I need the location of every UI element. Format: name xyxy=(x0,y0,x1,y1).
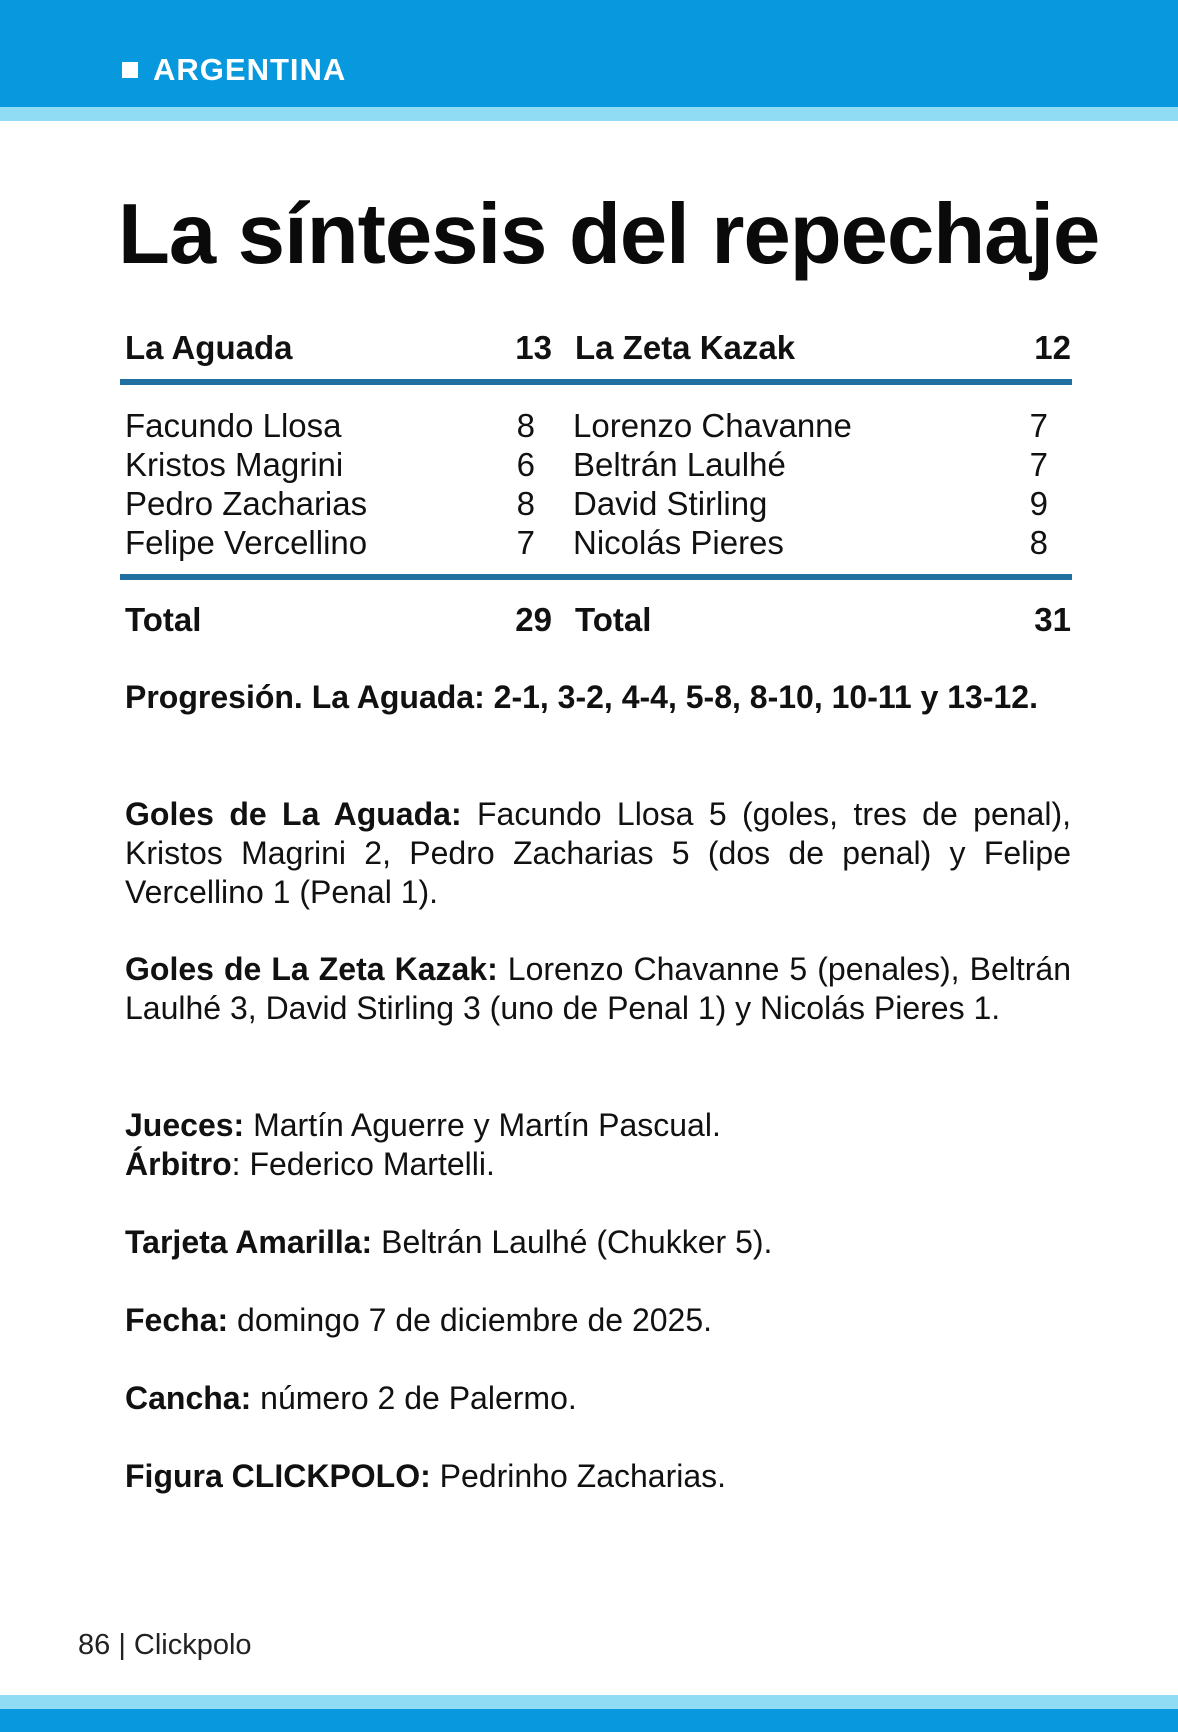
total-away-label: Total xyxy=(575,601,652,638)
goles-aguada-text: Facundo Llosa 5 (goles, tres de penal), Kristos Magrini 2, Pedro Zacharias 5 (dos de penal) y Felipe Vercellino 1 (Penal 1). xyxy=(125,796,1072,910)
arbitro-text: : Federico Martelli. xyxy=(231,1146,495,1182)
header-stripe xyxy=(0,107,1178,121)
player-away-goals: 9 xyxy=(1029,485,1048,522)
page-footer: 86 | Clickpolo xyxy=(78,1629,252,1661)
score-header-row xyxy=(0,328,1178,368)
goles-zeta-text: Lorenzo Chavanne 5 (penales), Beltrán Laulhé 3, David Stirling 3 (uno de Penal 1) y Nicolás Pieres 1. xyxy=(125,951,1071,1026)
player-away-goals: 7 xyxy=(1029,407,1048,444)
fecha-label: Fecha: xyxy=(125,1302,229,1338)
player-row xyxy=(0,406,1178,446)
fecha-paragraph xyxy=(125,1301,1071,1340)
section-label: ARGENTINA xyxy=(153,52,347,87)
player-away-name: Beltrán Laulhé xyxy=(573,446,786,483)
goles-zeta-label: Goles de La Zeta Kazak: xyxy=(125,951,498,987)
jueces-paragraph xyxy=(125,1106,1071,1145)
footer-bar xyxy=(0,1709,1178,1732)
total-home-value: 29 xyxy=(515,601,552,638)
figura-text: Pedrinho Zacharias. xyxy=(430,1458,727,1494)
team-away-score: 12 xyxy=(1034,329,1071,366)
table-rule-bottom xyxy=(120,574,1072,580)
cancha-paragraph xyxy=(125,1379,1071,1418)
player-away-goals: 7 xyxy=(1029,446,1048,483)
goles-zeta-paragraph xyxy=(125,950,1071,1028)
fecha-text: domingo 7 de diciembre de 2025. xyxy=(228,1302,713,1338)
tarjeta-paragraph xyxy=(125,1223,1071,1262)
tarjeta-text: Beltrán Laulhé (Chukker 5). xyxy=(372,1224,773,1260)
figura-label: Figura CLICKPOLO: xyxy=(125,1458,431,1494)
cancha-label: Cancha: xyxy=(125,1380,252,1416)
player-row xyxy=(0,484,1178,524)
progresion-paragraph: Progresión. La Aguada: 2-1, 3-2, 4-4, 5-8, 8-10, 10-11 y 13-12. xyxy=(125,679,1038,715)
player-row xyxy=(0,523,1178,563)
player-home-name: Pedro Zacharias xyxy=(125,485,368,522)
player-away-name: Lorenzo Chavanne xyxy=(573,407,852,444)
team-home-name: La Aguada xyxy=(125,329,293,366)
player-home-goals: 6 xyxy=(516,446,535,483)
player-home-goals: 8 xyxy=(516,485,535,522)
jueces-label: Jueces: xyxy=(125,1107,245,1143)
table-rule-top xyxy=(120,379,1072,385)
goles-aguada-paragraph xyxy=(125,795,1071,912)
figura-paragraph xyxy=(125,1457,1071,1496)
cancha-text: número 2 de Palermo. xyxy=(251,1380,577,1416)
team-away-name: La Zeta Kazak xyxy=(575,329,796,366)
player-home-name: Facundo Llosa xyxy=(125,407,342,444)
player-home-name: Felipe Vercellino xyxy=(125,524,368,561)
player-away-name: David Stirling xyxy=(573,485,768,522)
team-home-score: 13 xyxy=(515,329,552,366)
arbitro-paragraph xyxy=(125,1145,1071,1184)
player-away-goals: 8 xyxy=(1029,524,1048,561)
total-home-label: Total xyxy=(125,601,202,638)
section-square-icon xyxy=(122,62,138,78)
page-title: La síntesis del repechaje xyxy=(118,187,1100,282)
jueces-text: Martín Aguerre y Martín Pascual. xyxy=(244,1107,721,1143)
total-away-value: 31 xyxy=(1034,601,1071,638)
totals-row xyxy=(0,600,1178,640)
player-home-goals: 8 xyxy=(516,407,535,444)
tarjeta-label: Tarjeta Amarilla: xyxy=(125,1224,373,1260)
player-home-name: Kristos Magrini xyxy=(125,446,344,483)
footer-stripe xyxy=(0,1695,1178,1709)
player-away-name: Nicolás Pieres xyxy=(573,524,784,561)
player-home-goals: 7 xyxy=(516,524,535,561)
goles-aguada-label: Goles de La Aguada: xyxy=(125,796,462,832)
arbitro-label: Árbitro xyxy=(125,1146,232,1182)
player-row xyxy=(0,445,1178,485)
